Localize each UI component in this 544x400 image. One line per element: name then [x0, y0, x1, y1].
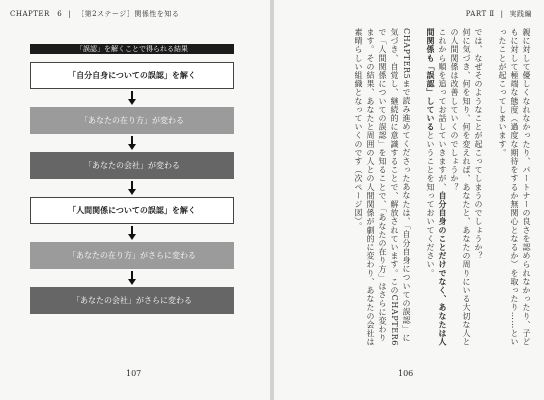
body-text — [284, 28, 532, 348]
paragraph: CHAPTER5まで読み進めてくださったあなたは、「自分自身についての誤認」に気づき、自覚し、継続的に意識することで、解放されています。このCHAPTER6で「人間関係についての誤認」を知ることで、「あなたの在り方」はさらに変わります。その結果、あなたと周囲の人との人間関係が劇的に変わり、あなたの会社は素晴らしい組織となっていくのです（次ページ図）。 — [354, 28, 411, 347]
emphasis-text: 自分自身のことだけでなく、あなたは人間関係も「誤認」している — [426, 28, 447, 347]
down-arrow-icon — [30, 224, 234, 242]
flow-step-1: 「自分自身についての誤認」を解く — [30, 62, 234, 89]
flowchart-title: 「誤認」を解くことで得られる結果 — [30, 44, 234, 54]
paragraph: では、なぜそのようなことが起こってしまうのでしょうか？ — [474, 28, 483, 261]
down-arrow-icon — [30, 89, 234, 107]
left-page — [0, 0, 270, 400]
blank-line — [412, 28, 424, 348]
paragraph: 何に気づき、何を知り、何を変えれば、あなたと、あなたの周りにいる大切な人との人間関係は改善していくのでしょうか？ — [450, 28, 471, 347]
page-number-right: 106 — [398, 369, 414, 378]
flow-step-4: 「人間関係についての誤認」を解く — [30, 197, 234, 224]
paragraph — [424, 28, 448, 348]
running-head-separator: | — [500, 10, 504, 18]
down-arrow-icon — [30, 179, 234, 197]
page-number-left: 107 — [126, 369, 142, 378]
down-arrow-icon — [30, 134, 234, 152]
blank-line — [484, 28, 496, 348]
paragraph-lead: これから順を追ってお話していきますが、 — [438, 28, 447, 192]
running-head-left — [10, 9, 179, 19]
chapter-label: CHAPTER 6 — [10, 10, 63, 18]
right-page — [274, 0, 544, 400]
flow-step-6: 「あなたの会社」がさらに変わる — [30, 287, 234, 314]
part-title: 実践編 — [509, 10, 532, 18]
flow-step-3: 「あなたの会社」が変わる — [30, 152, 234, 179]
paragraph: 親に対して優しくなれなかったり、パートナーの良さを認められなかったり、子どもに対して極端な態度（過度な期待をするか無関心となるか）を取ったり……といったことが起こってしまいます。 — [498, 28, 531, 347]
down-arrow-icon — [30, 269, 234, 287]
result-flowchart — [30, 44, 234, 314]
paragraph-tail: ということを知っておいてください。 — [426, 131, 435, 278]
flow-step-5: 「あなたの在り方」がさらに変わる — [30, 242, 234, 269]
flow-step-2: 「あなたの在り方」が変わる — [30, 107, 234, 134]
part-label: PART Ⅱ — [465, 10, 495, 18]
chapter-title: ［第2ステージ］関係性を知る — [77, 10, 180, 18]
running-head-separator: | — [68, 10, 72, 18]
running-head-right — [466, 9, 532, 19]
